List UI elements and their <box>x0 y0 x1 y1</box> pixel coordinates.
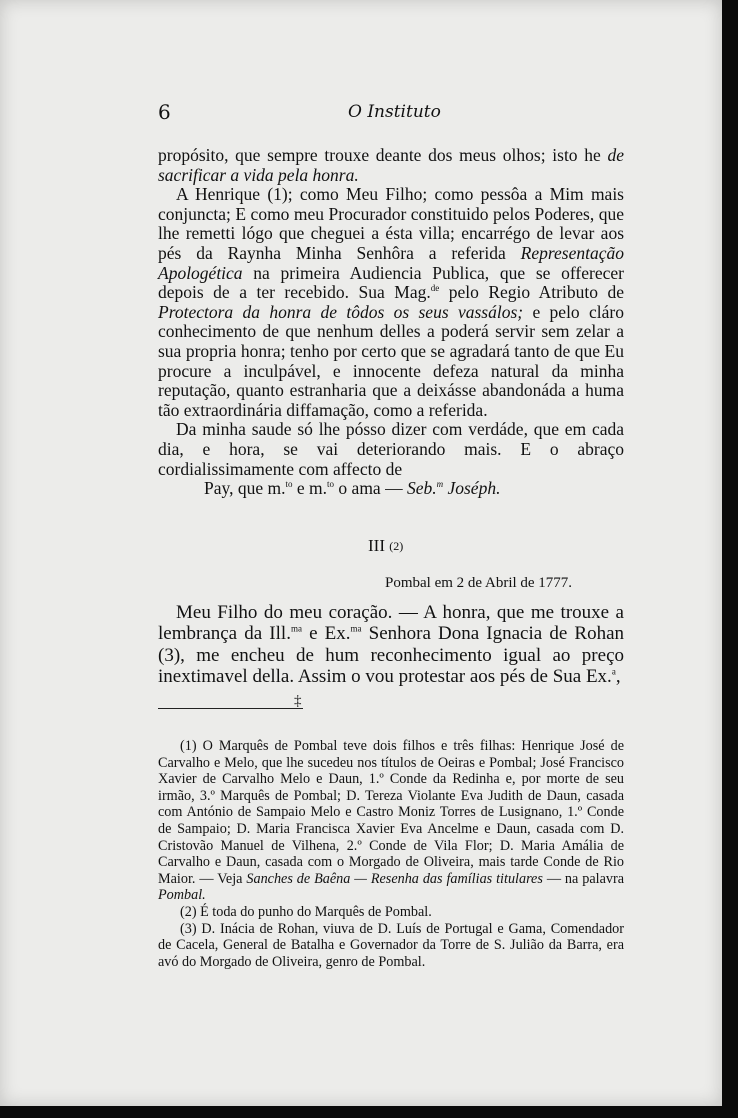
paragraph-henrique <box>158 185 624 420</box>
paragraph-closing-sentence <box>158 146 624 185</box>
footnote-1 <box>158 738 624 904</box>
superscript: to <box>327 479 335 490</box>
italic-phrase: Protectora da honra de tôdos os seus vassálos; <box>158 301 524 322</box>
page-header <box>158 100 624 128</box>
footnote-3: (3) D. Inácia de Rohan, viuva de D. Luís de Portugal e Gama, Comendador de Cacela, General de Batalha e Governador da Torre de S. Julião da Barra, era avó do Morgado de Oliveira, genro de Pombal. <box>158 920 624 970</box>
text-span: propósito, que sempre trouxe deante dos meus olhos; isto he <box>158 145 608 165</box>
italic-reference: Pombal. <box>158 887 206 904</box>
superscript: m <box>436 479 444 490</box>
superscript: a <box>611 666 616 677</box>
letter-opening-paragraph <box>158 602 624 688</box>
text-span: e Ex. <box>301 623 351 645</box>
previous-letter-text <box>158 146 624 499</box>
text-span: pelo Regio Atributo de <box>439 282 624 303</box>
text-span: o ama — <box>334 478 407 499</box>
text-span: , <box>615 666 621 688</box>
running-title: O Instituto <box>348 102 441 122</box>
signature-line <box>158 479 624 499</box>
page-number: 6 <box>158 100 171 124</box>
paragraph-health: Da minha saude só lhe pósso dizer com verdáde, que em cada dia, e hora, se vai deteriorando mais. E o abraço cordialissimamente com affecto de <box>158 419 624 479</box>
section-note-ref: (2) <box>389 539 404 553</box>
text-span: — na palavra <box>542 870 625 887</box>
italic-title: Representação Apologética <box>158 242 624 283</box>
footnotes <box>158 738 624 970</box>
superscript: to <box>285 479 293 490</box>
signature-name: Joséph. <box>443 478 501 499</box>
italic-phrase: de sacrificar a vida pela honra. <box>158 145 624 185</box>
text-span: na primeira Audiencia Publica, que se offerecer depois de a ter recebido. Sua Mag. <box>158 262 624 303</box>
new-letter-text <box>158 602 624 688</box>
print-mark-icon: ‡ <box>294 693 302 709</box>
italic-reference: Sanches de Baêna — Resenha das famílias titulares <box>246 870 543 887</box>
text-span: A Henrique (1); como Meu Filho; como pessôa a Mim mais conjuncta; E como meu Procurador constituido pelos Poderes, que lhe remetti lógo que cheguei a ésta villa; encarrégo de levar aos pés da Raynha Minha Senhôra a referida <box>158 184 624 263</box>
text-span: Senhora Dona Ignacia de Rohan (3), me encheu de hum reconhecimento igual ao preço inextimavel della. Assim o vou protestar aos pés de Sua Ex. <box>158 623 625 688</box>
text-span: Meu Filho do meu coração. — A honra, que me trouxe a lembrança da Ill. <box>158 602 624 645</box>
footnote-divider <box>158 708 303 709</box>
text-span: e m. <box>292 478 328 499</box>
text-span: e pelo cláro conhecimento de que nenhum delles a poderá servir sem zelar a sua propria honra; tenho por certo que se agradará tanto de que Eu procure a inculpável, e innocente defeza natural da minha reputação, quanto estranharia que a deixásse abandonáda a huma tão extraordinária diffamação, como a referida. <box>158 301 624 420</box>
superscript: ma <box>350 624 362 635</box>
text-span: (1) O Marquês de Pombal teve dois filhos e três filhas: Henrique José de Carvalho e Melo, que lhe sucedeu nos títulos de Oeiras e Pombal; José Francisco Xavier de Carvalho Melo e Daun, 1.º Conde da Redinha e, por morte de seu irmão, 3.º Marquês de Pombal; D. Tereza Violante Eva Judith de Daun, casada com António de Sampaio Melo e Castro Moniz Torres de Lusignano, 1.º Conde de Sampaio; D. Maria Francisca Xavier Eva Ancelme e Daun, casada com D. Cristovão Manuel de Vilhena, 2.º Conde de Vila Flor; D. Maria Amália de Carvalho e Daun, casada com o Morgado de Oliveira, mais tarde Conde de Rio Maior. — Veja <box>158 738 624 887</box>
text-span: Pay, que m. <box>204 478 286 499</box>
superscript: de <box>430 283 440 294</box>
section-numeral: III <box>368 536 385 555</box>
footnote-2: (2) É toda do punho do Marquês de Pombal. <box>180 903 432 920</box>
section-heading <box>368 536 403 556</box>
dateline: Pombal em 2 de Abril de 1777. <box>385 575 573 591</box>
superscript: ma <box>290 624 302 635</box>
signature-name: Seb. <box>406 478 437 499</box>
